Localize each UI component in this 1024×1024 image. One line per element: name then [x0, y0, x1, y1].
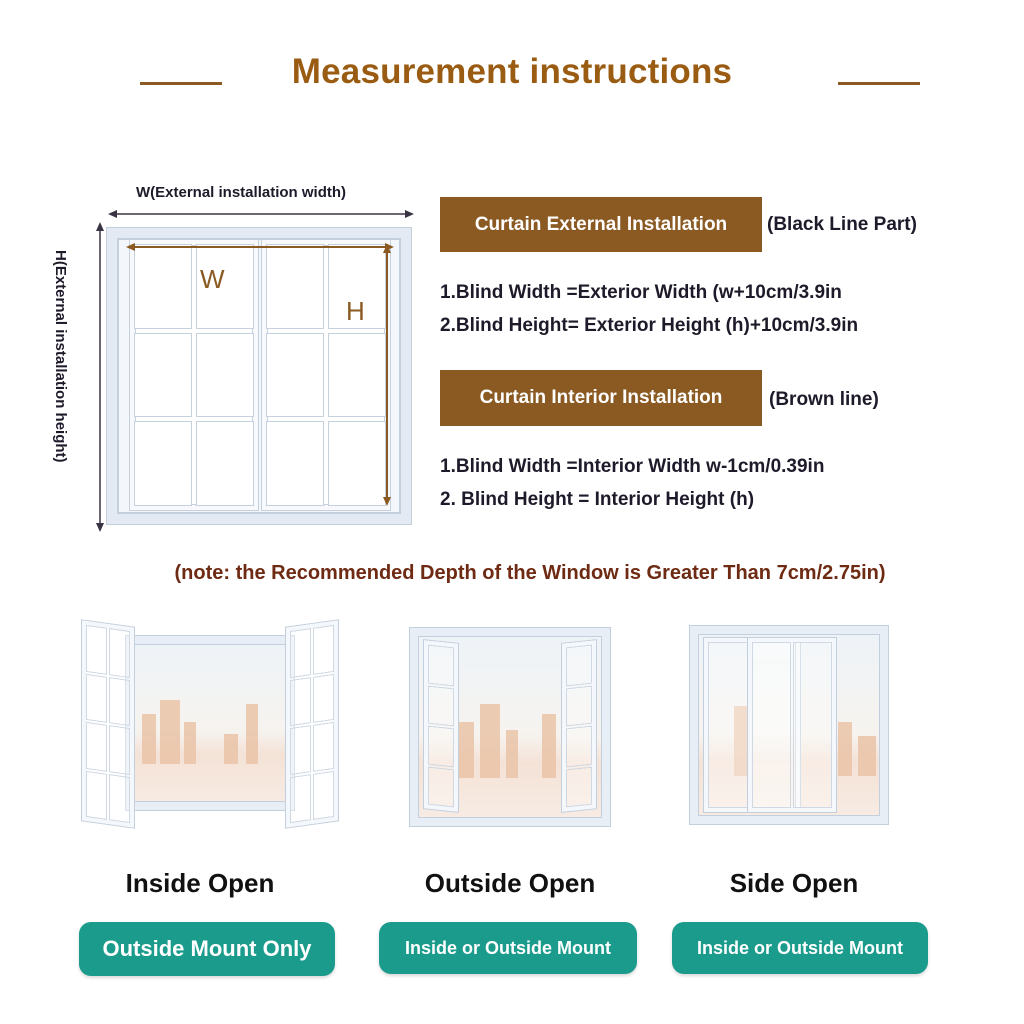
interior-height-arrow: [381, 244, 393, 506]
depth-note: (note: the Recommended Depth of the Window is Greater Than 7cm/2.75in): [174, 562, 886, 584]
window-sash-right: [262, 240, 390, 510]
h-letter: H: [346, 296, 365, 326]
height-label: H(External installation height): [52, 250, 69, 463]
interior-rule-1: 1.Blind Width =Interior Width w-1cm/0.39in: [440, 456, 825, 477]
interior-rule-2: 2. Blind Height = Interior Height (h): [440, 489, 755, 510]
w-letter: W: [200, 264, 225, 294]
title-line-right: [838, 82, 920, 85]
inside-open-window-image: [76, 620, 344, 828]
type-label-inside-open: Inside Open: [125, 868, 275, 898]
external-width-arrow: [108, 208, 414, 220]
external-installation-button[interactable]: Curtain External Installation: [440, 197, 762, 252]
mount-button-inside-open[interactable]: Outside Mount Only: [79, 922, 335, 976]
external-height-arrow: [94, 222, 106, 532]
page-title: Measurement instructions: [291, 52, 733, 91]
external-rule-1: 1.Blind Width =Exterior Width (w+10cm/3.9in: [440, 282, 842, 303]
external-paren-note: (Black Line Part): [767, 214, 917, 235]
external-rule-2: 2.Blind Height= Exterior Height (h)+10cm/3.9in: [440, 315, 859, 336]
mount-button-outside-open[interactable]: Inside or Outside Mount: [379, 922, 637, 974]
window-sash-left: [130, 240, 258, 510]
outside-open-window-image: [410, 628, 610, 826]
interior-paren-note: (Brown line): [769, 389, 879, 410]
width-label: W(External installation width): [136, 184, 347, 201]
type-label-side-open: Side Open: [729, 868, 859, 898]
interior-width-arrow: [126, 241, 394, 253]
type-label-outside-open: Outside Open: [424, 868, 596, 898]
side-open-window-image: [690, 626, 888, 824]
interior-installation-button[interactable]: Curtain Interior Installation: [440, 370, 762, 426]
mount-button-side-open[interactable]: Inside or Outside Mount: [672, 922, 928, 974]
